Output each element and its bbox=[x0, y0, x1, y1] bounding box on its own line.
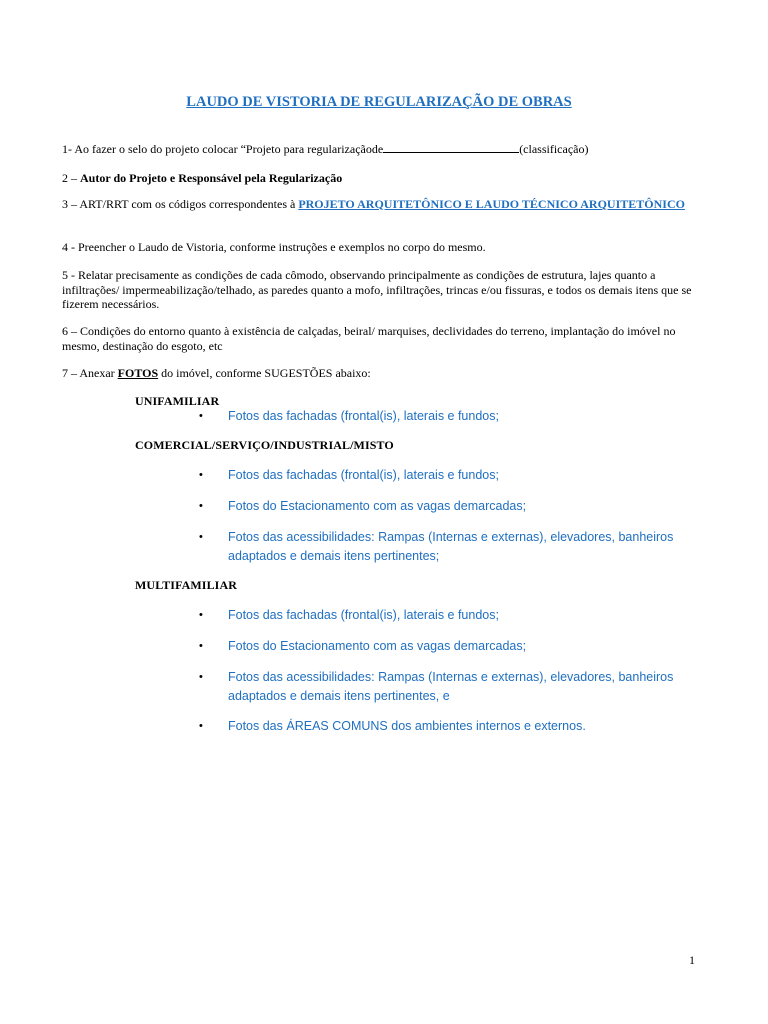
item-7-prefix: 7 – Anexar bbox=[62, 366, 118, 380]
bullet-icon: • bbox=[199, 671, 203, 683]
section-heading-comercial: COMERCIAL/SERVIÇO/INDUSTRIAL/MISTO bbox=[135, 438, 394, 452]
list-item-text: Fotos das ÁREAS COMUNS dos ambientes internos e externos. bbox=[228, 719, 586, 733]
bullet-icon: • bbox=[199, 720, 203, 732]
list-item bbox=[199, 717, 713, 736]
page-number: 1 bbox=[689, 953, 695, 967]
list-item bbox=[199, 637, 713, 656]
list-item-text: Fotos das acessibilidades: Rampas (Internas e externas), elevadores, banheiros adaptados e demais itens pertinentes, e bbox=[228, 670, 674, 703]
item-4: 4 - Preencher o Laudo de Vistoria, conforme instruções e exemplos no corpo do mesmo. bbox=[62, 240, 486, 254]
list-item bbox=[199, 407, 713, 426]
item-1-prefix: 1- Ao fazer o selo do projeto colocar “Projeto para regularizaçãode bbox=[62, 142, 384, 156]
list-item-text: Fotos do Estacionamento com as vagas demarcadas; bbox=[228, 639, 527, 653]
list-item-text: Fotos das acessibilidades: Rampas (Internas e externas), elevadores, banheiros adaptados e demais itens pertinentes; bbox=[228, 530, 674, 563]
bullet-icon: • bbox=[199, 640, 203, 652]
list-item bbox=[199, 466, 713, 485]
bullet-icon: • bbox=[199, 410, 203, 422]
list-item-text: Fotos das fachadas (frontal(is), laterais e fundos; bbox=[228, 608, 499, 622]
item-3-prefix: 3 – ART/RRT com os códigos correspondentes à bbox=[62, 197, 299, 211]
item-6: 6 – Condições do entorno quanto à existência de calçadas, beiral/ marquises, declividades do terreno, implantação do imóvel no mesmo, destinação do esgoto, etc bbox=[62, 324, 676, 353]
list-item-text: Fotos do Estacionamento com as vagas demarcadas; bbox=[228, 499, 527, 513]
item-3 bbox=[62, 197, 702, 212]
bullet-icon: • bbox=[199, 500, 203, 512]
item-2-number: 2 – bbox=[62, 171, 80, 185]
bullet-icon: • bbox=[199, 531, 203, 543]
bullet-icon: • bbox=[199, 469, 203, 481]
item-7-suffix: do imóvel, conforme SUGESTÕES abaixo: bbox=[158, 366, 371, 380]
list-item bbox=[199, 668, 713, 706]
item-2-text: Autor do Projeto e Responsável pela Regularização bbox=[80, 171, 343, 185]
item-1 bbox=[62, 142, 702, 157]
list-item-text: Fotos das fachadas (frontal(is), laterais e fundos; bbox=[228, 468, 499, 482]
section-heading-multifamiliar: MULTIFAMILIAR bbox=[135, 578, 237, 592]
section-heading-unifamiliar: UNIFAMILIAR bbox=[135, 394, 220, 408]
list-item-text: Fotos das fachadas (frontal(is), laterais e fundos; bbox=[228, 409, 499, 423]
classification-blank-line bbox=[383, 142, 519, 153]
document-title: LAUDO DE VISTORIA DE REGULARIZAÇÃO DE OBRAS bbox=[186, 94, 572, 110]
item-3-link[interactable]: PROJETO ARQUITETÔNICO E LAUDO TÉCNICO ARQUITETÔNICO bbox=[298, 197, 685, 211]
item-1-suffix: (classificação) bbox=[519, 142, 589, 156]
item-7 bbox=[62, 366, 702, 381]
bullet-icon: • bbox=[199, 609, 203, 621]
list-item bbox=[199, 497, 713, 516]
list-item bbox=[199, 528, 713, 566]
item-2 bbox=[62, 171, 702, 186]
item-7-emphasis: FOTOS bbox=[117, 366, 159, 380]
item-5: 5 - Relatar precisamente as condições de cada cômodo, observando principalmente as condições de estrutura, lajes quanto a infiltrações/ impermeabilização/telhado, as paredes quanto a mofo, infiltrações, trincas e/ou fissuras, e todos os demais itens que se fizerem necessários. bbox=[62, 268, 692, 311]
list-item bbox=[199, 606, 713, 625]
